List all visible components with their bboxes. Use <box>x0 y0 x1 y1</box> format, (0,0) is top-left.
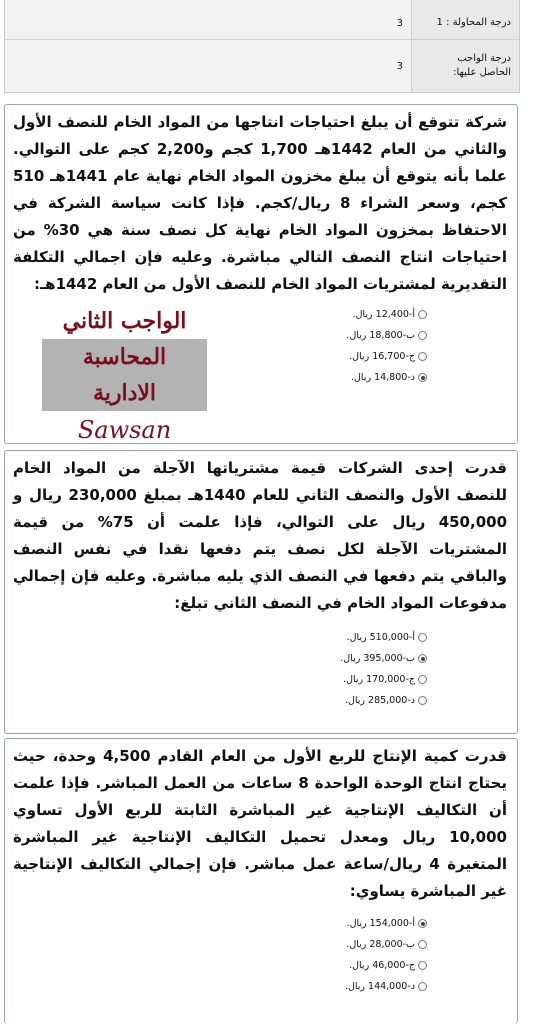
radio-button[interactable] <box>418 982 427 991</box>
q1-option-d[interactable]: د-14,800 ريال. <box>13 367 427 388</box>
question-3-options <box>13 913 507 997</box>
radio-button[interactable] <box>418 331 427 340</box>
radio-button[interactable] <box>418 352 427 361</box>
q2-option-c[interactable]: ج-170,000 ريال. <box>13 669 427 690</box>
watermark-line-2: المحاسبة الادارية <box>42 339 207 411</box>
homework-grade-label: درجة الواجب الحاصل عليها: <box>411 40 519 92</box>
q1-option-a[interactable]: أ-12,400 ريال. <box>13 304 427 325</box>
watermark-signature: Sawsan <box>77 416 172 444</box>
watermark-stamp <box>42 305 207 449</box>
q3-option-a[interactable]: أ-154,000 ريال. <box>13 913 427 934</box>
watermark-line-1: الواجب الثاني <box>62 308 187 334</box>
radio-button[interactable] <box>418 633 427 642</box>
question-2-text: قدرت إحدى الشركات قيمة مشترياتها الآجلة من المواد الخام للنصف الأول والنصف الثاني للعام 1440هـ بمبلغ 230,000 ريال و 450,000 ريال على التوالي، فإذا علمت أن 75% من قيمة المشتريات الآجلة لكل نصف يتم دفعها نقدا في نفس النصف والباقي يتم دفعها في النصف الذي يليه مباشرة. وعليه فإن إجمالي مدفوعات المواد الخام في النصف الثاني تبلغ: <box>13 459 508 612</box>
q2-option-d[interactable]: د-285,000 ريال. <box>13 690 427 711</box>
question-1-text: شركة تتوقع أن يبلغ احتياجات انتاجها من المواد الخام للنصف الأول والثاني من العام 1442هـ 1,700 كجم و2,200 كجم على التوالي. علما بأنه يتوقع أن يبلغ مخزون المواد الخام نهاية عام 1441هـ 510 كجم، وسعر الشراء 8 ريال/كجم. فإذا كانت سياسة الشركة في الاحتفاظ بمخزون المواد الخام نهاية كل نصف سنة هي 30% من احتياجات انتاج النصف التالي مباشرة. وعليه فإن اجمالي التكلفة التقديرية لمشتريات المواد الخام للنصف الأول من العام 1442هـ: <box>13 113 508 293</box>
q1-option-c[interactable]: ج-16,700 ريال. <box>13 346 427 367</box>
question-2-options <box>13 627 507 711</box>
question-3-text: قدرت كمية الإنتاج للربع الأول من العام القادم 4,500 وحدة، حيث يحتاج انتاج الوحدة الواحدة 8 ساعات من العمل المباشر. فإذا علمت أن التكاليف الإنتاجية غير المباشرة الثابتة للربع الأول تساوي 10,000 ريال ومعدل تحميل التكاليف الإنتاجية غير المباشرة المتغيرة 4 ريال/ساعة عمل مباشر. فإن إجمالي التكاليف الإنتاجية غير المباشرة يساوي: <box>13 747 507 900</box>
homework-grade-row <box>5 40 519 92</box>
question-3 <box>4 738 518 1024</box>
radio-button[interactable] <box>418 940 427 949</box>
attempt-grade-value: 3 <box>5 0 411 39</box>
q3-option-d[interactable]: د-144,000 ريال. <box>13 976 427 997</box>
question-2 <box>4 450 518 734</box>
q1-option-b[interactable]: ب-18,800 ريال. <box>13 325 427 346</box>
homework-grade-value: 3 <box>5 40 411 92</box>
attempt-grade-label: درجة المحاولة : 1 <box>411 0 519 39</box>
radio-button[interactable] <box>418 310 427 319</box>
radio-button-selected[interactable] <box>418 373 427 382</box>
q2-option-b[interactable]: ب-395,000 ريال. <box>13 648 427 669</box>
attempt-grade-row <box>5 0 519 40</box>
radio-button-selected[interactable] <box>418 919 427 928</box>
radio-button-selected[interactable] <box>418 654 427 663</box>
radio-button[interactable] <box>418 961 427 970</box>
radio-button[interactable] <box>418 675 427 684</box>
q3-option-c[interactable]: ج-46,000 ريال. <box>13 955 427 976</box>
grade-info-table <box>4 0 520 93</box>
q2-option-a[interactable]: أ-510,000 ريال. <box>13 627 427 648</box>
q3-option-b[interactable]: ب-28,000 ريال. <box>13 934 427 955</box>
radio-button[interactable] <box>418 696 427 705</box>
